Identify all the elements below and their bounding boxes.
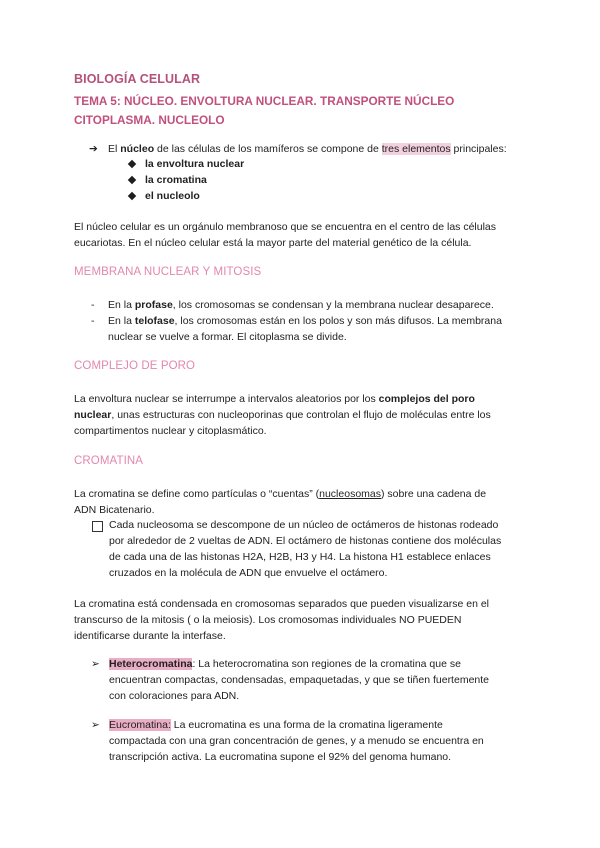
membrane-item-2 — [108, 313, 502, 329]
pore-line-3: compartimentos nuclear y citoplasmático. — [74, 425, 267, 437]
nucleus-para-line-1: El núcleo celular es un orgánulo membranoso que se encuentra en el centro de las células — [74, 221, 497, 233]
nucleosomas-underlined: nucleosomas — [319, 488, 381, 500]
membrane-item-1-pre: En la — [108, 299, 135, 311]
eu-line-1-post: La eucromatina es una forma de la cromatina ligeramente — [170, 719, 443, 731]
section-heading-pore: COMPLEJO DE PORO — [74, 360, 196, 372]
arrowhead-bullet-icon: ➢ — [91, 719, 100, 731]
membrane-item-2-post: , los cromosomas están en los polos y son más difusos. La membrana — [174, 315, 502, 327]
section-heading-membrane: MEMBRANA NUCLEAR Y MITOSIS — [74, 266, 262, 278]
element-item-3: el nucleolo — [145, 190, 200, 202]
element-item-2: la cromatina — [145, 174, 207, 186]
element-item-1: la envoltura nuclear — [145, 158, 245, 170]
hetero-line-1-post: : La heterocromatina son regiones de la cromatina que se — [192, 658, 461, 670]
nucleosome-line-2: por alrededor de 2 vueltas de ADN. El octámero de histonas contiene dos moléculas — [109, 535, 502, 547]
chromatin-def-line-1 — [74, 486, 486, 502]
diamond-bullet-icon — [128, 160, 136, 168]
membrane-item-2-bold: telofase — [134, 315, 175, 327]
condensed-line-1: La cromatina está condensada en cromosomas separados que pueden visualizarse en el — [74, 598, 490, 610]
condensed-line-3: identificarse durante la interfase. — [74, 630, 226, 642]
hetero-line-1 — [109, 656, 461, 672]
condensed-line-2: transcurso de la mitosis ( o la meiosis). Los cromosomas individuales NO PUEDEN — [74, 614, 462, 626]
dash-bullet: - — [91, 299, 95, 311]
chromatin-def-pre: La cromatina se define como partículas o “cuentas” ( — [74, 488, 320, 500]
chromatin-def-post: ) sobre una cadena de — [381, 488, 487, 500]
intro-line — [108, 141, 507, 157]
eu-line-3: transcripción activa. La eucromatina supone el 92% del genoma humano. — [109, 751, 452, 763]
subtitle-line-1: TEMA 5: NÚCLEO. ENVOLTURA NUCLEAR. TRANSPORTE NÚCLEO — [74, 94, 455, 108]
document-title: BIOLOGÍA CELULAR — [74, 72, 201, 86]
document-subtitle — [74, 92, 514, 130]
intro-highlight: tres elementos — [381, 143, 451, 155]
intro-pre: El — [108, 143, 121, 155]
hetero-line-3: con coloraciones para ADN. — [109, 690, 240, 702]
dash-bullet: - — [91, 315, 95, 327]
nucleus-para-line-2: eucariotas. En el núcleo celular está la mayor parte del material genético de la célula. — [74, 237, 472, 249]
nucleosome-line-4: cruzados en la molécula de ADN que envuelve el octámero. — [109, 567, 388, 579]
arrowhead-bullet-icon: ➢ — [91, 658, 100, 670]
pore-line-2 — [74, 407, 491, 423]
pore-line-2-bold: nuclear — [74, 409, 112, 421]
diamond-bullet-icon — [128, 176, 136, 184]
eu-line-2: compactada con una gran concentración de genes, y a menudo se encuentra en — [109, 735, 484, 747]
membrane-item-1-post: , los cromosomas se condensan y la membrana nuclear desaparece. — [172, 299, 494, 311]
nucleosome-line-3: de cada una de las histonas H2A, H2B, H3 y H4. La histona H1 establece enlaces — [109, 551, 491, 563]
membrane-item-2-pre: En la — [108, 315, 135, 327]
section-heading-chromatin: CROMATINA — [74, 455, 144, 467]
nucleosome-line-1: Cada nucleosoma se descompone de un núcleo de octámeros de histonas rodeado — [109, 519, 499, 531]
pore-line-1-bold: complejos del poro — [378, 393, 475, 405]
intro-mid: de las células de los mamíferos se compone de — [154, 143, 382, 155]
pore-line-2-post: , unas estructuras con nucleoporinas que controlan el flujo de moléculas entre los — [111, 409, 491, 421]
diamond-bullet-icon — [128, 192, 136, 200]
subtitle-line-2: CITOPLASMA. NUCLEOLO — [74, 113, 225, 127]
intro-bold: núcleo — [120, 143, 155, 155]
hetero-line-2: encuentran compactas, condensadas, empaquetadas, y que se tiñen fuertemente — [109, 674, 489, 686]
pore-line-1 — [74, 391, 475, 407]
checkbox-icon[interactable] — [92, 521, 103, 532]
pore-line-1-pre: La envoltura nuclear se interrumpe a intervalos aleatorios por los — [74, 393, 379, 405]
eu-line-1 — [109, 717, 443, 733]
membrane-item-1 — [108, 297, 494, 313]
chromatin-def-line-2: ADN Bicatenario. — [74, 504, 155, 516]
intro-post: principales: — [450, 143, 507, 155]
membrane-item-1-bold: profase — [134, 299, 173, 311]
eu-label: Eucromatina: — [109, 719, 171, 731]
hetero-label: Heterocromatina — [109, 658, 193, 670]
arrow-bullet-icon: ➔ — [89, 143, 98, 155]
membrane-item-2-line-2: nuclear se vuelve a formar. El citoplasma se divide. — [108, 331, 347, 343]
